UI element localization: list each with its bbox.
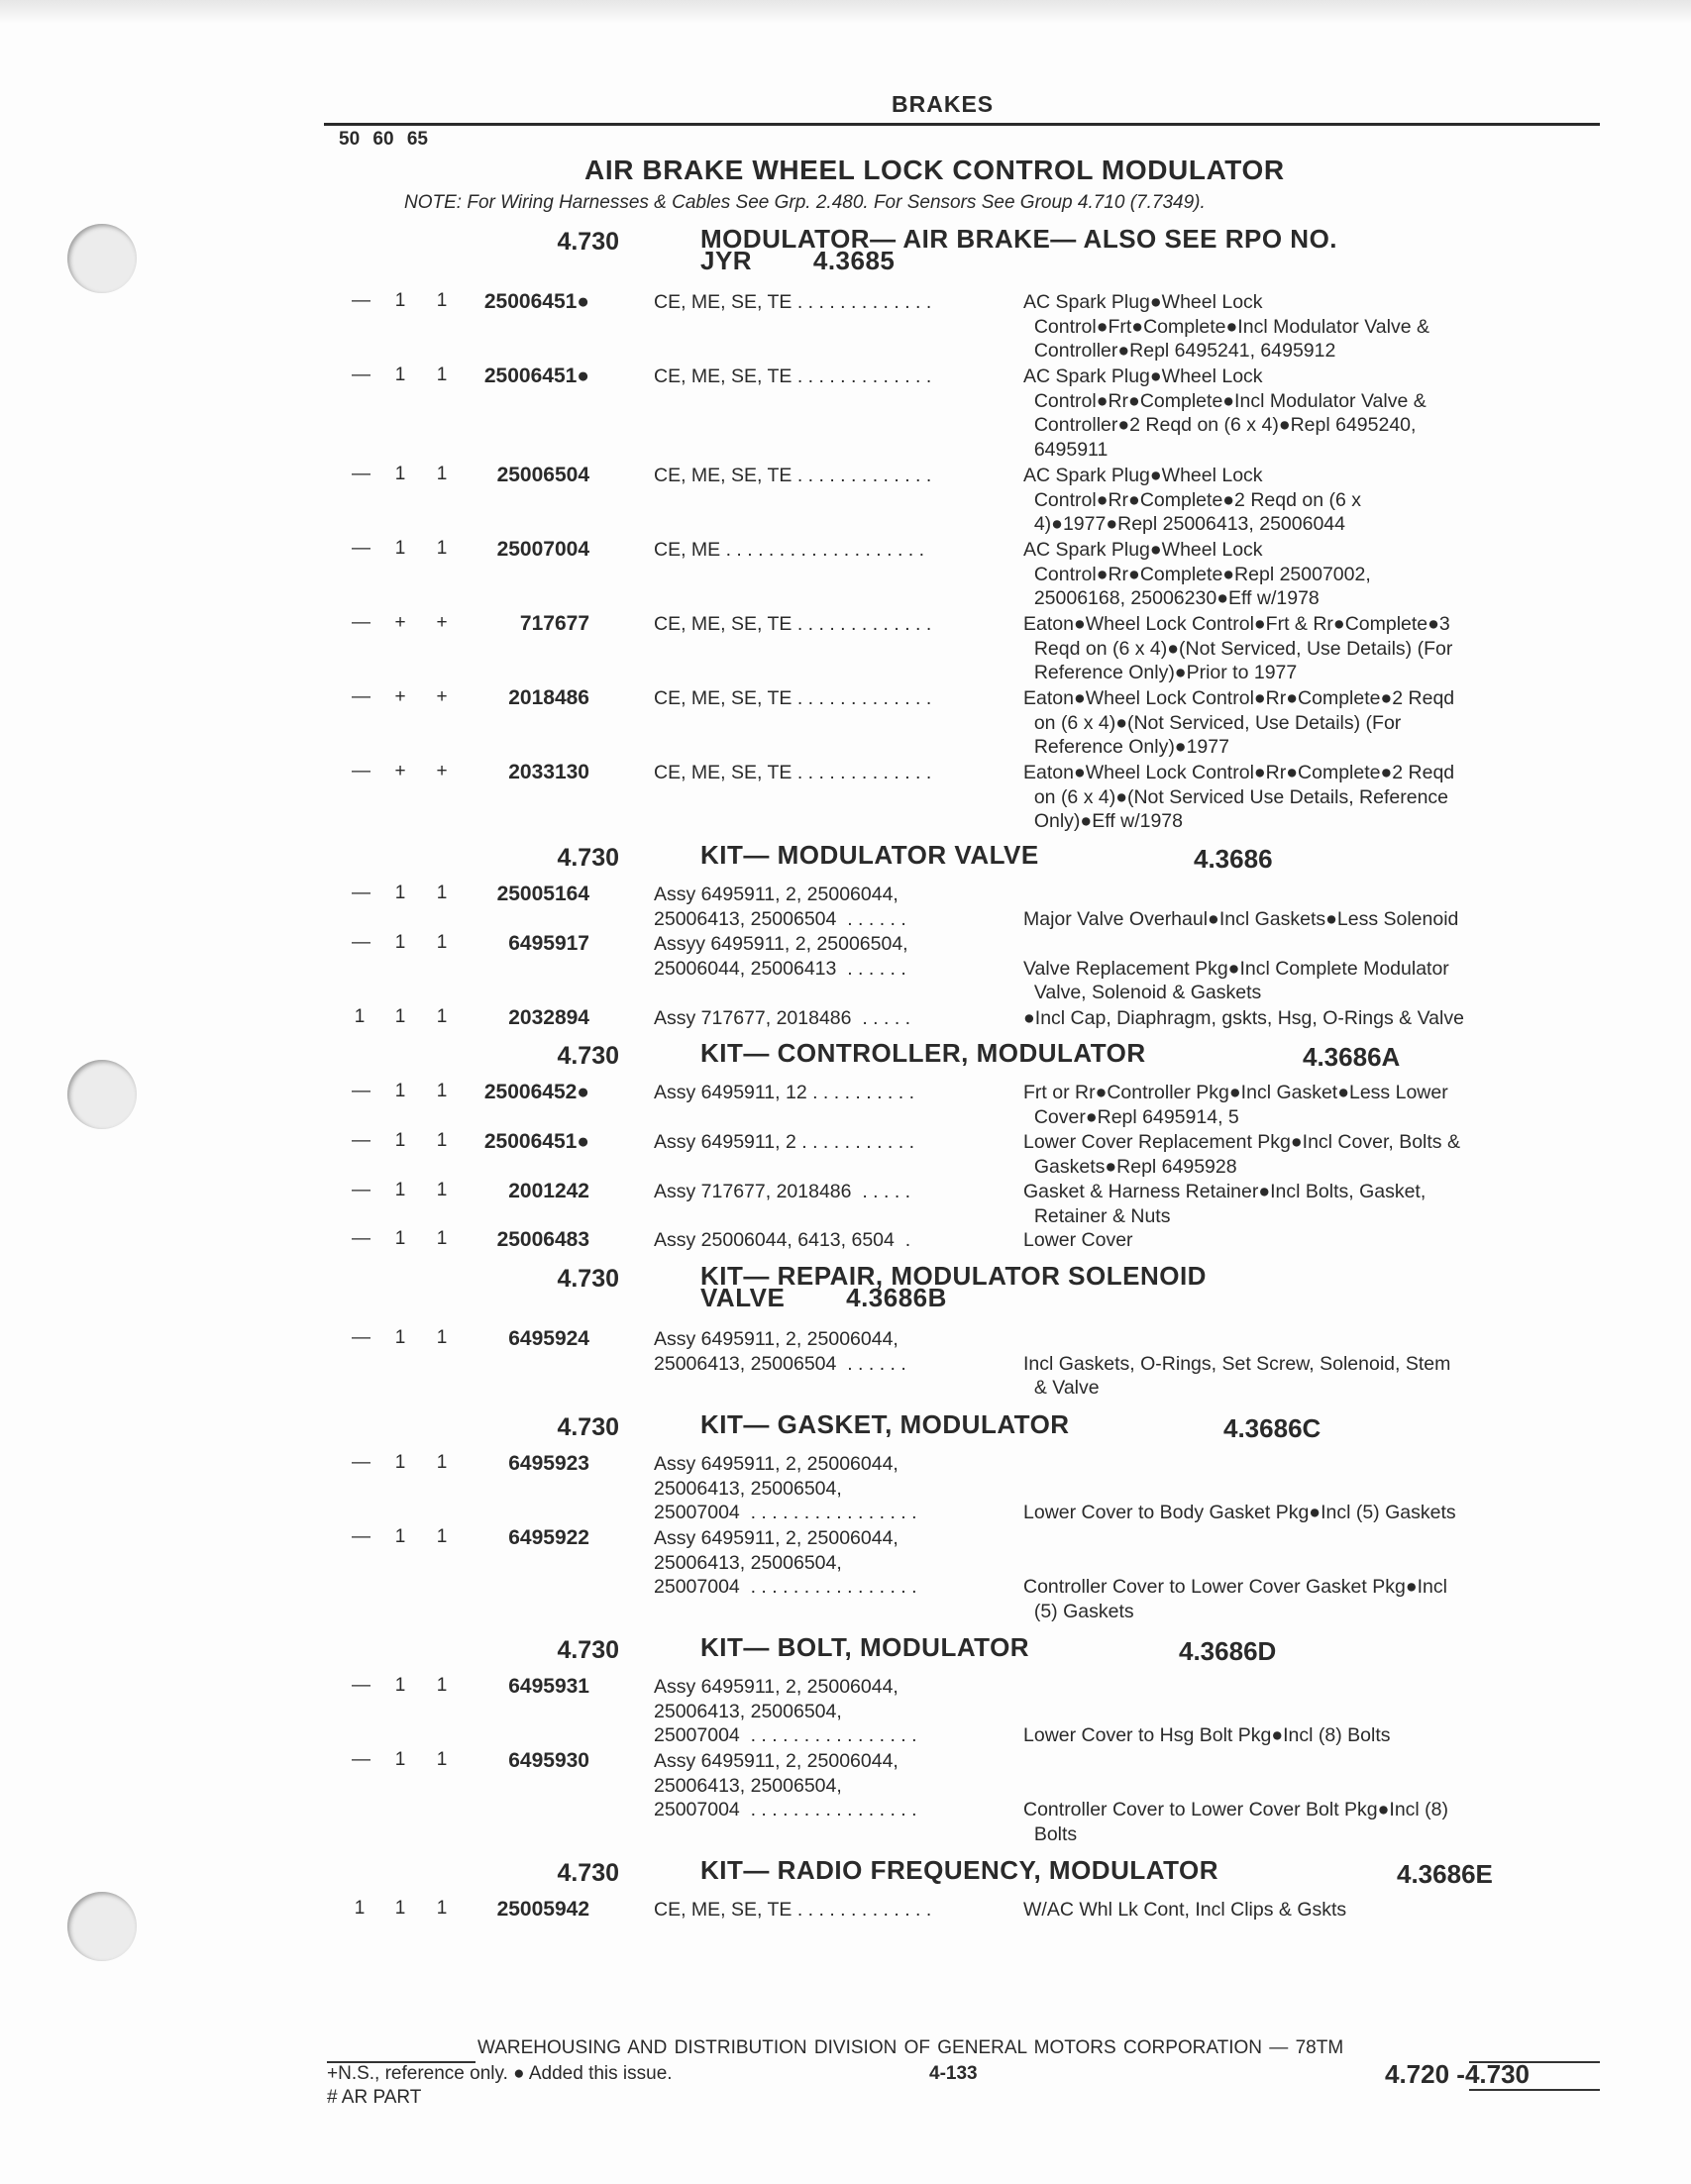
application: CE, ME, SE, TE . . . . . . . . . . . . . xyxy=(654,687,932,709)
part-number: 6495924 xyxy=(508,1327,589,1350)
description: Lower Cover xyxy=(1023,1229,1133,1251)
part-number: 2032894 xyxy=(508,1006,589,1029)
group-title: KIT— MODULATOR VALVE xyxy=(700,840,1039,870)
application: CE, ME, SE, TE . . . . . . . . . . . . . xyxy=(654,762,932,783)
description: Eaton●Wheel Lock Control●Rr●Complete●2 Reqd on (6 x 4)●(Not Serviced Use Details, Reference Only)●Eff w/1978 xyxy=(1023,762,1455,832)
col3-qty: 1 xyxy=(436,883,448,903)
application: Assyy 6495911, 2, 25006504, 25006044, 25006413 . . . . . . xyxy=(654,933,908,980)
group-number: 4.730 xyxy=(557,1413,619,1441)
col3-qty: + xyxy=(436,612,448,633)
col1-qty: — xyxy=(352,1526,370,1547)
part-number: 25006451● xyxy=(483,1130,589,1153)
col2-qty: 1 xyxy=(394,932,406,953)
description: Gasket & Harness Retainer●Incl Bolts, Gasket, Retainer & Nuts xyxy=(1023,1181,1427,1227)
group-title: KIT— REPAIR, MODULATOR SOLENOID VALVE 4.3686B xyxy=(700,1261,1207,1312)
part-number: 25006451● xyxy=(483,290,589,313)
application: Assy 25006044, 6413, 6504 . xyxy=(654,1229,911,1251)
col1-qty: — xyxy=(352,1749,370,1770)
description: Lower Cover Replacement Pkg●Incl Cover, Bolts & Gaskets●Repl 6495928 xyxy=(1023,1131,1460,1178)
description: AC Spark Plug●Wheel Lock Control●Rr●Complete●Incl Modulator Valve & Controller●2 Reqd on (6 x 4)●Repl 6495240, 6495911 xyxy=(1023,365,1427,461)
part-number: 25006483 xyxy=(496,1228,589,1251)
part-number: 2001242 xyxy=(508,1180,589,1202)
col1-qty: — xyxy=(352,932,370,953)
group-number: 4.730 xyxy=(557,228,619,256)
group-number: 4.730 xyxy=(557,844,619,872)
application: Assy 6495911, 2, 25006044, 25006413, 25006504, 25007004 . . . . . . . . . . . . . . . . xyxy=(654,1750,917,1820)
binder-hole xyxy=(67,1060,137,1129)
description: Controller Cover to Lower Cover Gasket Pkg●Incl (5) Gaskets xyxy=(1023,1576,1447,1622)
col2-qty: 1 xyxy=(394,1675,406,1696)
col1-qty: 1 xyxy=(354,1898,366,1919)
group-reference: 4.3686C xyxy=(1223,1413,1321,1443)
col1-qty: — xyxy=(352,364,370,385)
description: Eaton●Wheel Lock Control●Frt & Rr●Complete●3 Reqd on (6 x 4)●(Not Serviced, Use Details) (For Reference Only)●Prior to 1977 xyxy=(1023,613,1453,683)
col2-qty: 1 xyxy=(394,364,406,385)
group-title: KIT— BOLT, MODULATOR xyxy=(700,1632,1030,1662)
col2-qty: 1 xyxy=(394,538,406,559)
footer-division: WAREHOUSING AND DISTRIBUTION DIVISION OF GENERAL MOTORS CORPORATION — 78TM xyxy=(477,2037,1344,2058)
description: AC Spark Plug●Wheel Lock Control●Rr●Complete●2 Reqd on (6 x 4)●1977●Repl 25006413, 25006044 xyxy=(1023,465,1361,535)
col2-qty: 1 xyxy=(394,1749,406,1770)
application: Assy 6495911, 2, 25006044, 25006413, 25006504, 25007004 . . . . . . . . . . . . . . . . xyxy=(654,1453,917,1523)
col2-qty: 1 xyxy=(394,1526,406,1547)
application: Assy 717677, 2018486 . . . . . xyxy=(654,1007,911,1029)
col1-qty: — xyxy=(352,612,370,633)
part-number: 25007004 xyxy=(496,538,589,561)
col2-qty: 1 xyxy=(394,1228,406,1249)
group-reference: 4.3686 xyxy=(1194,844,1273,874)
col3-qty: + xyxy=(436,686,448,707)
footer-legend: +N.S., reference only. ● Added this issue. xyxy=(327,2063,673,2084)
col3-qty: 1 xyxy=(436,538,448,559)
part-number: 6495917 xyxy=(508,932,589,955)
col1-qty: 1 xyxy=(354,1006,366,1027)
group-number: 4.730 xyxy=(557,1859,619,1887)
group-number: 4.730 xyxy=(557,1265,619,1293)
col2-qty: + xyxy=(394,612,406,633)
page-number: 4-133 xyxy=(929,2063,978,2084)
col1-qty: — xyxy=(352,1081,370,1101)
binder-hole xyxy=(67,224,137,293)
col3-qty: 1 xyxy=(436,1526,448,1547)
col3-qty: 1 xyxy=(436,290,448,311)
description: W/AC Whl Lk Cont, Incl Clips & Gskts xyxy=(1023,1899,1347,1921)
footer-ar-part: # AR PART xyxy=(327,2087,422,2108)
group-title: KIT— RADIO FREQUENCY, MODULATOR xyxy=(700,1855,1218,1885)
group-title: KIT— GASKET, MODULATOR xyxy=(700,1409,1070,1439)
col3-qty: 1 xyxy=(436,1180,448,1200)
col3-qty: 1 xyxy=(436,932,448,953)
col3-qty: 1 xyxy=(436,1898,448,1919)
col3-qty: 1 xyxy=(436,1228,448,1249)
application: Assy 717677, 2018486 . . . . . xyxy=(654,1181,911,1202)
group-reference: 4.3686A xyxy=(1303,1042,1401,1072)
col2-qty: + xyxy=(394,761,406,781)
group-range: 4.720 -4.730 xyxy=(1385,2059,1531,2089)
description: Eaton●Wheel Lock Control●Rr●Complete●2 Reqd on (6 x 4)●(Not Serviced, Use Details) (For Reference Only)●1977 xyxy=(1023,687,1455,758)
col2-qty: 1 xyxy=(394,1130,406,1151)
part-number: 25005164 xyxy=(496,883,589,905)
column-codes: 50 60 65 xyxy=(339,129,428,150)
col2-qty: 1 xyxy=(394,1452,406,1473)
col2-qty: + xyxy=(394,686,406,707)
col1-qty: — xyxy=(352,761,370,781)
description: Valve Replacement Pkg●Incl Complete Modulator Valve, Solenoid & Gaskets xyxy=(1023,957,1449,1003)
application: CE, ME, SE, TE . . . . . . . . . . . . . xyxy=(654,465,932,486)
description: AC Spark Plug●Wheel Lock Control●Frt●Complete●Incl Modulator Valve & Controller●Repl 6495241, 6495912 xyxy=(1023,291,1429,362)
col1-qty: — xyxy=(352,1228,370,1249)
col1-qty: — xyxy=(352,538,370,559)
application: Assy 6495911, 2, 25006044, 25006413, 25006504 . . . . . . xyxy=(654,1328,906,1375)
col3-qty: 1 xyxy=(436,1081,448,1101)
application: Assy 6495911, 2, 25006044, 25006413, 25006504, 25007004 . . . . . . . . . . . . . . . . xyxy=(654,1676,917,1746)
col1-qty: — xyxy=(352,1180,370,1200)
description: Lower Cover to Body Gasket Pkg●Incl (5) Gaskets xyxy=(1023,1502,1456,1523)
group-number: 4.730 xyxy=(557,1636,619,1664)
col2-qty: 1 xyxy=(394,1180,406,1200)
col3-qty: 1 xyxy=(436,364,448,385)
col1-qty: — xyxy=(352,1675,370,1696)
col1-qty: — xyxy=(352,1130,370,1151)
col1-qty: — xyxy=(352,1327,370,1348)
part-number: 25005942 xyxy=(496,1898,589,1921)
part-number: 2033130 xyxy=(508,761,589,783)
group-reference: 4.3686D xyxy=(1179,1636,1277,1666)
description: ●Incl Cap, Diaphragm, gskts, Hsg, O-Rings & Valve xyxy=(1023,1007,1464,1029)
col1-qty: — xyxy=(352,290,370,311)
description: Controller Cover to Lower Cover Bolt Pkg●Incl (8) Bolts xyxy=(1023,1799,1449,1845)
col2-qty: 1 xyxy=(394,1898,406,1919)
binder-hole xyxy=(67,1892,137,1961)
col3-qty: 1 xyxy=(436,1749,448,1770)
description: Lower Cover to Hsg Bolt Pkg●Incl (8) Bolts xyxy=(1023,1724,1391,1746)
application: Assy 6495911, 2 . . . . . . . . . . . xyxy=(654,1131,915,1153)
col1-qty: — xyxy=(352,464,370,484)
application: CE, ME, SE, TE . . . . . . . . . . . . . xyxy=(654,1899,932,1921)
application: CE, ME . . . . . . . . . . . . . . . . . . . xyxy=(654,539,925,561)
col2-qty: 1 xyxy=(394,1327,406,1348)
part-number: 25006451● xyxy=(483,364,589,387)
group-title: MODULATOR— AIR BRAKE— ALSO SEE RPO NO. JYR 4.3685 xyxy=(700,224,1338,275)
col2-qty: 1 xyxy=(394,464,406,484)
col3-qty: + xyxy=(436,761,448,781)
part-number: 2018486 xyxy=(508,686,589,709)
page-top-shadow xyxy=(0,0,1691,24)
col2-qty: 1 xyxy=(394,290,406,311)
col3-qty: 1 xyxy=(436,1006,448,1027)
header-rule xyxy=(324,123,1600,126)
col3-qty: 1 xyxy=(436,1327,448,1348)
part-number: 25006504 xyxy=(496,464,589,486)
description: Frt or Rr●Controller Pkg●Incl Gasket●Less Lower Cover●Repl 6495914, 5 xyxy=(1023,1082,1448,1128)
col2-qty: 1 xyxy=(394,1006,406,1027)
col3-qty: 1 xyxy=(436,1675,448,1696)
col1-qty: — xyxy=(352,686,370,707)
description: AC Spark Plug●Wheel Lock Control●Rr●Complete●Repl 25007002, 25006168, 25006230●Eff w/1978 xyxy=(1023,539,1371,609)
col2-qty: 1 xyxy=(394,1081,406,1101)
section-note: NOTE: For Wiring Harnesses & Cables See Grp. 2.480. For Sensors See Group 4.710 (7.7349). xyxy=(404,192,1206,213)
group-reference: 4.3686E xyxy=(1397,1859,1493,1889)
application: Assy 6495911, 12 . . . . . . . . . . xyxy=(654,1082,915,1103)
part-number: 6495930 xyxy=(508,1749,589,1772)
part-number: 6495922 xyxy=(508,1526,589,1549)
page-header: BRAKES xyxy=(892,91,995,117)
group-range-underline xyxy=(1469,2089,1600,2091)
col1-qty: — xyxy=(352,1452,370,1473)
col3-qty: 1 xyxy=(436,1130,448,1151)
group-title: KIT— CONTROLLER, MODULATOR xyxy=(700,1038,1146,1068)
application: CE, ME, SE, TE . . . . . . . . . . . . . xyxy=(654,365,932,387)
col2-qty: 1 xyxy=(394,883,406,903)
application: Assy 6495911, 2, 25006044, 25006413, 25006504, 25007004 . . . . . . . . . . . . . . . . xyxy=(654,1527,917,1598)
group-number: 4.730 xyxy=(557,1042,619,1070)
description: Major Valve Overhaul●Incl Gaskets●Less Solenoid xyxy=(1023,907,1459,930)
application: Assy 6495911, 2, 25006044, 25006413, 25006504 . . . . . . xyxy=(654,884,906,930)
col1-qty: — xyxy=(352,883,370,903)
part-number: 6495931 xyxy=(508,1675,589,1698)
description: Incl Gaskets, O-Rings, Set Screw, Solenoid, Stem & Valve xyxy=(1023,1352,1451,1399)
part-number: 25006452● xyxy=(483,1081,589,1103)
application: CE, ME, SE, TE . . . . . . . . . . . . . xyxy=(654,613,932,635)
col3-qty: 1 xyxy=(436,1452,448,1473)
application: CE, ME, SE, TE . . . . . . . . . . . . . xyxy=(654,291,932,313)
part-number: 6495923 xyxy=(508,1452,589,1475)
part-number: 717677 xyxy=(519,612,589,635)
section-title: AIR BRAKE WHEEL LOCK CONTROL MODULATOR xyxy=(584,155,1285,185)
col3-qty: 1 xyxy=(436,464,448,484)
